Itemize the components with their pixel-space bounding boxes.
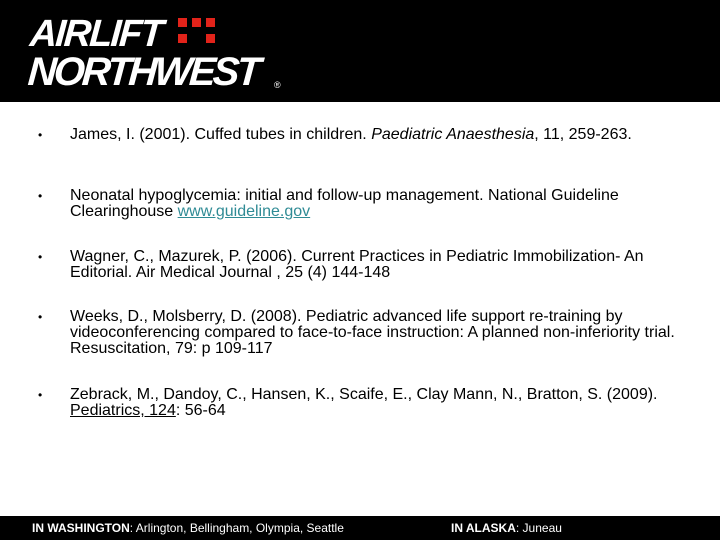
reference-text: [70, 188, 680, 220]
footer-wa-label: IN WASHINGTON: [32, 521, 130, 535]
reference-part: James, I. (2001). Cuffed tubes in children.: [70, 126, 372, 143]
logo-line-northwest: NORTHWEST: [26, 50, 260, 94]
reference-link[interactable]: www.guideline.gov: [177, 203, 311, 220]
reference-part: Weeks, D., Molsberry, D. (2008). Pediatric advanced life support re-training by videoconferencing compared to face-to-face instruction: A planned non-inferiority trial. Resuscitation, 79: p 109-117: [70, 308, 675, 357]
footer-alaska: [451, 516, 562, 540]
footer-bar: [0, 516, 720, 540]
footer-wa-cities: : Arlington, Bellingham, Olympia, Seattle: [129, 521, 344, 535]
reference-part: Neonatal hypoglycemia: initial and follow-up management. National Guideline Clearinghouse: [70, 187, 619, 220]
reference-text: [70, 309, 680, 357]
bullet-icon: •: [38, 189, 43, 203]
airlift-northwest-logo: [28, 10, 288, 92]
footer-ak-label: IN ALASKA: [451, 521, 516, 535]
registered-mark: ®: [274, 80, 281, 90]
footer-washington: [32, 516, 344, 540]
bullet-icon: •: [38, 310, 43, 324]
reference-part: : 56-64: [175, 402, 226, 419]
reference-text: [70, 249, 680, 281]
reference-part: , 11, 259-263.: [534, 126, 632, 143]
bullet-icon: •: [38, 388, 43, 402]
bullet-icon: •: [38, 250, 43, 264]
journal-citation: Pediatrics, 124: [70, 402, 176, 419]
reference-part: Wagner, C., Mazurek, P. (2006). Current Practices in Pediatric Immobilization- An Editorial. Air Medical Journal , 25 (4) 144-148: [70, 248, 644, 281]
reference-text: [70, 387, 680, 419]
reference-part: Zebrack, M., Dandoy, C., Hansen, K., Scaife, E., Clay Mann, N., Bratton, S. (2009).: [70, 386, 658, 403]
journal-title: Paediatric Anaesthesia: [371, 126, 535, 143]
footer-ak-cities: : Juneau: [515, 521, 562, 535]
bullet-icon: •: [38, 128, 43, 142]
header-bar: [0, 0, 720, 102]
logo-line-airlift: AIRLIFT: [28, 13, 164, 55]
reference-text: [70, 127, 680, 143]
